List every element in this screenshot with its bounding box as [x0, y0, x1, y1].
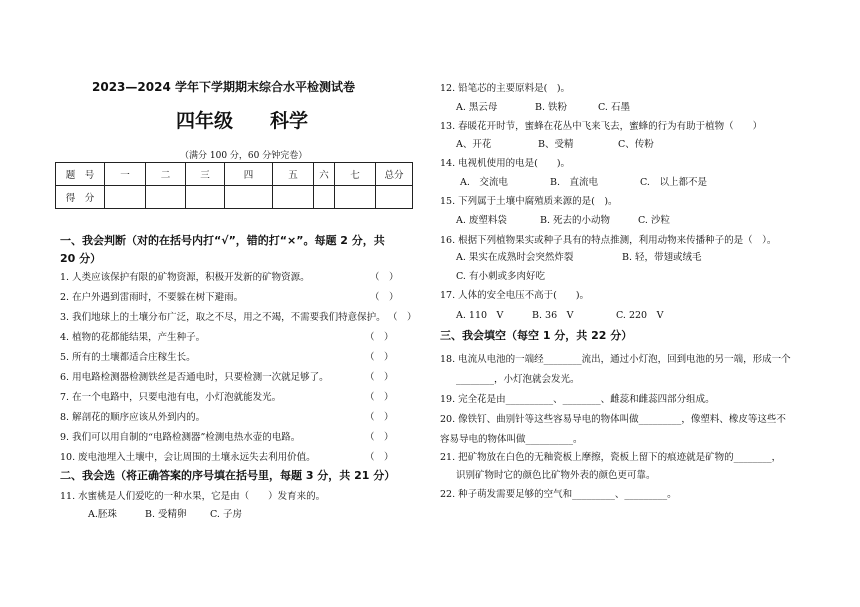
choice-option[interactable]: C. 石墨 [598, 102, 630, 113]
table-cell: 题 号 [56, 163, 105, 186]
choice-question: 17. 人体的安全电压不高于( )。 [440, 290, 590, 301]
judge-item: 8. 解剖花的顺序应该从外到内的。 [60, 412, 206, 423]
score-input-cell[interactable] [335, 186, 376, 209]
table-cell: 总分 [376, 163, 413, 186]
table-cell: 六 [314, 163, 335, 186]
judge-item: 5. 所有的土壤都适合庄稼生长。 [60, 352, 196, 363]
score-note: （满分 100 分，60 分钟完卷） [180, 151, 308, 161]
table-cell: 四 [225, 163, 273, 186]
exam-title: 2023—2024 学年下学期期末综合水平检测试卷 [92, 80, 355, 94]
score-input-cell[interactable] [314, 186, 335, 209]
table-cell: 得 分 [56, 186, 105, 209]
fill-question: 18. 电流从电池的一端经________流出，通过小灯泡，回到电池的另一端，形成一个 [440, 354, 791, 365]
score-input-cell[interactable] [186, 186, 225, 209]
choice-option[interactable]: A. 110 V [456, 310, 504, 321]
choice-question: 13. 春暖花开时节，蜜蜂在花丛中飞来飞去，蜜蜂的行为有助于植物（ ） [440, 121, 763, 132]
choice-option[interactable]: C. 沙粒 [638, 215, 670, 226]
judge-paren[interactable]: （ ） [365, 412, 394, 423]
judge-paren[interactable]: （ ） [370, 292, 399, 303]
choice-option[interactable]: C、传粉 [618, 139, 654, 150]
choice-option[interactable]: A.胚珠 [88, 509, 117, 520]
judge-item: 7. 在一个电路中，只要电池有电，小灯泡就能发光。 [60, 392, 282, 403]
table-cell: 三 [186, 163, 225, 186]
choice-option[interactable]: C. 子房 [210, 509, 242, 520]
choice-question: 11. 水蜜桃是人们爱吃的一种水果，它是由（ ）发育来的。 [60, 491, 326, 502]
fill-question-cont: 容易导电的物体叫做__________。 [440, 434, 583, 445]
fill-question: 20. 像铁钉、曲别针等这些容易导电的物体叫做_________，像塑料、橡皮等这些不 [440, 414, 786, 425]
score-table [55, 162, 413, 209]
choice-option[interactable]: C. 有小刺或多肉好吃 [456, 271, 545, 282]
fill-question-cont: ________，小灯泡就会发光。 [456, 374, 580, 385]
choice-option[interactable]: B. 36 V [532, 310, 574, 321]
judge-paren[interactable]: （ ） [388, 312, 417, 323]
table-cell: 五 [273, 163, 314, 186]
judge-paren[interactable]: （ ） [365, 392, 394, 403]
judge-item: 3. 我们地球上的土壤分布广泛，取之不尽，用之不竭，不需要我们特意保护。 [60, 312, 386, 323]
fill-question: 21. 把矿物放在白色的无釉瓷板上摩擦，瓷板上留下的痕迹就是矿物的________， [440, 452, 782, 463]
choice-option[interactable]: B. 死去的小动物 [540, 215, 611, 226]
table-cell: 七 [335, 163, 376, 186]
judge-item: 6. 用电路检测器检测铁丝是否通电时，只要检测一次就足够了。 [60, 372, 329, 383]
choice-question: 15. 下列属于土壤中腐殖质来源的是( )。 [440, 196, 618, 207]
choice-option[interactable]: B. 铁粉 [535, 102, 568, 113]
judge-item: 1. 人类应该保护有限的矿物资源，积极开发新的矿物资源。 [60, 272, 310, 283]
judge-item: 9. 我们可以用自制的“电路检测器”检测电热水壶的电路。 [60, 432, 301, 443]
judge-item: 2. 在户外遇到雷雨时，不要躲在树下避雨。 [60, 292, 244, 303]
choice-question: 16. 根据下列植物果实或种子具有的特点推测，利用动物来传播种子的是（ ）。 [440, 235, 777, 246]
choice-option[interactable]: A. 黑云母 [456, 102, 498, 113]
score-input-cell[interactable] [146, 186, 186, 209]
judge-item: 10. 废电池埋入土壤中，会让周围的土壤永远失去利用价值。 [60, 452, 316, 463]
section1-title-cont: 20 分） [60, 252, 102, 265]
fill-question: 22. 种子萌发需要足够的空气和_________、_________。 [440, 489, 677, 500]
fill-question-cont: 识别矿物时它的颜色比矿物外表的颜色更可靠。 [456, 470, 656, 481]
table-cell: 一 [105, 163, 146, 186]
section1-title: 一、我会判断（对的在括号内打“√”，错的打“×”。每题 2 分，共 [60, 234, 385, 247]
subject-label: 科学 [270, 110, 309, 132]
choice-option[interactable]: B. 轻，带翅或绒毛 [622, 252, 702, 263]
score-input-cell[interactable] [273, 186, 314, 209]
choice-option[interactable]: C. 以上都不是 [640, 177, 707, 188]
score-input-cell[interactable] [105, 186, 146, 209]
choice-option[interactable]: A. 废塑料袋 [456, 215, 507, 226]
table-cell: 二 [146, 163, 186, 186]
judge-paren[interactable]: （ ） [365, 352, 394, 363]
judge-paren[interactable]: （ ） [370, 272, 399, 283]
judge-item: 4. 植物的花都能结果，产生种子。 [60, 332, 206, 343]
section2-title: 二、我会选（将正确答案的序号填在括号里，每题 3 分，共 21 分） [60, 469, 396, 482]
choice-question: 14. 电视机使用的电是( )。 [440, 158, 571, 169]
judge-paren[interactable]: （ ） [365, 432, 394, 443]
score-table-score-row [56, 186, 413, 209]
choice-option[interactable]: B、受精 [538, 139, 574, 150]
score-input-cell[interactable] [225, 186, 273, 209]
judge-paren[interactable]: （ ） [365, 332, 394, 343]
choice-option[interactable]: B. 直流电 [550, 177, 599, 188]
choice-option[interactable]: A. 果实在成熟时会突然炸裂 [456, 252, 574, 263]
choice-question: 12. 铅笔芯的主要原料是( )。 [440, 83, 571, 94]
fill-question: 19. 完全花是由__________、________、雌蕊和雌蕊四部分组成。 [440, 394, 715, 405]
choice-option[interactable]: C. 220 V [616, 310, 664, 321]
choice-option[interactable]: A、开花 [456, 139, 492, 150]
grade-label: 四年级 [176, 110, 234, 132]
score-table-header-row [56, 163, 413, 186]
choice-option[interactable]: A. 交流电 [460, 177, 508, 188]
judge-paren[interactable]: （ ） [365, 372, 394, 383]
score-input-cell[interactable] [376, 186, 413, 209]
section3-title: 三、我会填空（每空 1 分，共 22 分） [440, 329, 633, 342]
judge-paren[interactable]: （ ） [365, 452, 394, 463]
choice-option[interactable]: B. 受精卵 [145, 509, 187, 520]
